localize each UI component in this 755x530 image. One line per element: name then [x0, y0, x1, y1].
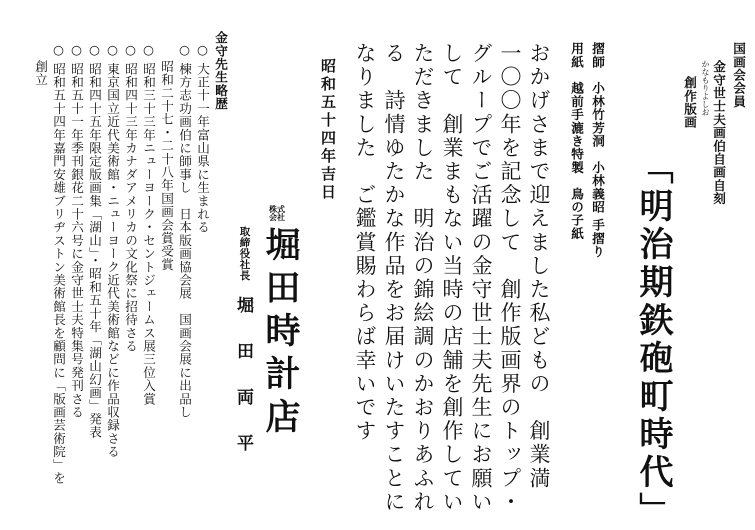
- kaisha-label: 会社: [269, 213, 285, 222]
- message-line: グループでご活躍の金守世士夫先生にお願い: [469, 42, 493, 514]
- message-line: 一〇〇年を記念して 創作版画界のトップ・: [498, 42, 522, 514]
- message-line: る 詩情ゆたかな作品をお届けいたすことに: [382, 42, 406, 514]
- bio-item: ○ 東京国立近代美術館・ニューヨーク近代美術館などに作品収録さる: [105, 42, 120, 459]
- bio-item: 創立: [33, 42, 48, 87]
- bio-item: 昭和二十七・二十八年国画会賞受賞: [159, 42, 174, 272]
- president-name: 堀 田 両 平: [233, 296, 253, 457]
- printer-credit: 摺師 小林竹芳洞 小林義昭 手摺り: [590, 42, 605, 259]
- issue-date: 昭和五十四年吉日: [319, 58, 337, 202]
- message-line: ただきました 明治の錦絵調のかおりあふれ: [411, 42, 435, 514]
- genre-label: 創作版画: [682, 76, 697, 129]
- bio-item: ○ 昭和三十三年ニューヨーク・セントジェームス展三位入賞: [141, 42, 156, 406]
- bio-item: ○ 大正十一年富山県に生まれる: [195, 42, 210, 234]
- message-line: して 創業まもない当時の店舗を創作してい: [440, 42, 464, 514]
- paper-credit: 用紙 越前手漉き特製 鳥の子紙: [569, 42, 584, 240]
- artwork-title: 「明治期鉄砲町時代」: [633, 150, 673, 530]
- author-ruby: かなもりよしお: [701, 60, 710, 116]
- bio-item: ○ 昭和四十五年限定版画集「湖山」・昭和五十年「湖山幻画」発表: [87, 42, 102, 439]
- message-line: なりました ご鑑賞賜わらば幸いです: [353, 42, 377, 444]
- membership-label: 国画会会員: [731, 42, 746, 108]
- bio-item: ○ 昭和五十一年季刊銀花二十六号に金守世士夫特集号発刊さる: [69, 42, 84, 419]
- message-line: おかげさまで迎えました私どもの 創業満: [527, 42, 551, 491]
- president-role: 取締役社長: [238, 226, 251, 281]
- kabushiki-label: 株式: [269, 205, 285, 214]
- company-name: 堀田時計店: [260, 226, 300, 441]
- bio-item: ○ 棟方志功画伯に師事し 日本版画協会展 国画会展に出品し: [177, 42, 192, 419]
- bio-item: ○ 昭和五十四年嘉門安雄ブリヂストン美術館長を顧問に「版画芸術院」を: [51, 42, 66, 485]
- bio-heading: 金守先生略歴: [213, 31, 228, 111]
- bio-item: ○ 昭和四十三年カナダアメリカの文化祭に招待さる: [123, 42, 138, 353]
- author-label: 金守世士夫画伯自画自刻: [711, 60, 726, 206]
